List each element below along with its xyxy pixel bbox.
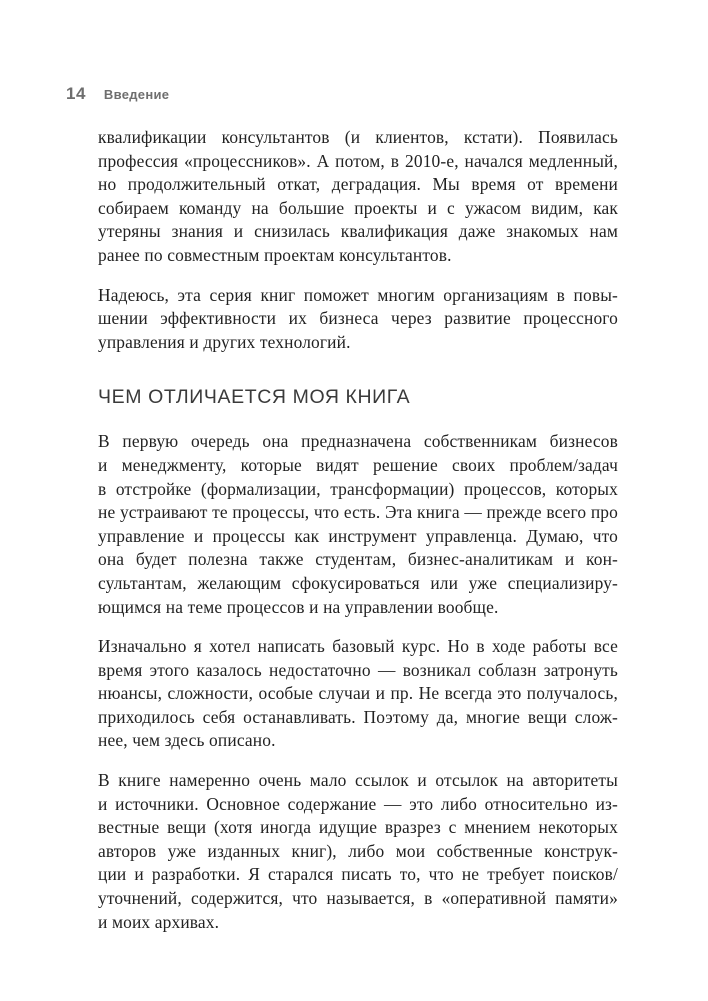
- text-line: и менеджменту, которые видят решение своих проблем/задач: [98, 454, 618, 475]
- text-line: сультантам, желающим сфокусироваться или уже специализиру-: [98, 572, 618, 593]
- paragraph-section-3: [98, 769, 618, 934]
- text-line: нее, чем здесь описано.: [98, 730, 276, 751]
- running-title: Введение: [103, 87, 170, 102]
- page-number: 14: [66, 84, 86, 103]
- page-content: [98, 126, 618, 950]
- text-line: ранее по совместным проектам консультантов.: [98, 244, 452, 265]
- text-line: Надеюсь, эта серия книг поможет многим организациям в повы-: [98, 284, 618, 305]
- text-line: авторов уже изданных книг), либо мои собственные конструк-: [98, 840, 618, 861]
- text-line: ции и разработки. Я старался писать то, что не требует поисков/: [98, 864, 618, 885]
- paragraph-section-1: [98, 430, 618, 619]
- paragraph-intro-1: [98, 126, 618, 268]
- text-line: и моих архивах.: [98, 911, 220, 932]
- text-line: В книге намеренно очень мало ссылок и отсылок на авторитеты: [98, 770, 618, 791]
- text-line: вестные вещи (хотя иногда идущие вразрез с мнением некоторых: [98, 817, 618, 838]
- text-line: квалификации консультантов (и клиентов, кстати). Появилась: [98, 127, 618, 147]
- text-line: утеряны знания и снизилась квалификация даже знакомых нам: [98, 221, 618, 242]
- section-heading: ЧЕМ ОТЛИЧАЕТСЯ МОЯ КНИГА: [98, 386, 411, 409]
- text-line: ющимся на теме процессов и на управлении вообще.: [98, 596, 499, 617]
- text-line: профессия «процессников». А потом, в 2010-е, начался медленный,: [98, 150, 618, 171]
- text-line: нюансы, сложности, особые случаи и пр. Не всегда это получалось,: [98, 683, 618, 704]
- text-line: приходилось себя останавливать. Поэтому да, многие вещи слож-: [98, 706, 618, 727]
- text-line: время этого казалось недостаточно — возникал соблазн затронуть: [98, 659, 618, 680]
- text-line: не устраивают те процессы, что есть. Эта книга — прежде всего про: [98, 502, 618, 523]
- text-line: но продолжительный откат, деградация. Мы время от времени: [98, 174, 618, 195]
- text-line: уточнений, содержится, что называется, в «оперативной памяти»: [98, 888, 618, 909]
- paragraph-section-2: [98, 635, 618, 753]
- text-line: В первую очередь она предназначена собственникам бизнесов: [98, 431, 618, 452]
- text-line: управления и других технологий.: [98, 331, 351, 352]
- running-head: [66, 84, 169, 108]
- text-line: управление и процессы как инструмент управленца. Думаю, что: [98, 525, 618, 546]
- text-line: шении эффективности их бизнеса через развитие процессного: [98, 308, 618, 329]
- text-line: и источники. Основное содержание — это либо относительно из-: [98, 793, 618, 814]
- text-line: Изначально я хотел написать базовый курс. Но в ходе работы все: [98, 636, 618, 657]
- text-line: собираем команду на большие проекты и с ужасом видим, как: [98, 197, 618, 218]
- text-line: в отстройке (формализации, трансформации) процессов, которых: [98, 478, 618, 499]
- paragraph-intro-2: [98, 284, 618, 355]
- text-line: она будет полезна также студентам, бизнес-аналитикам и кон-: [98, 549, 618, 570]
